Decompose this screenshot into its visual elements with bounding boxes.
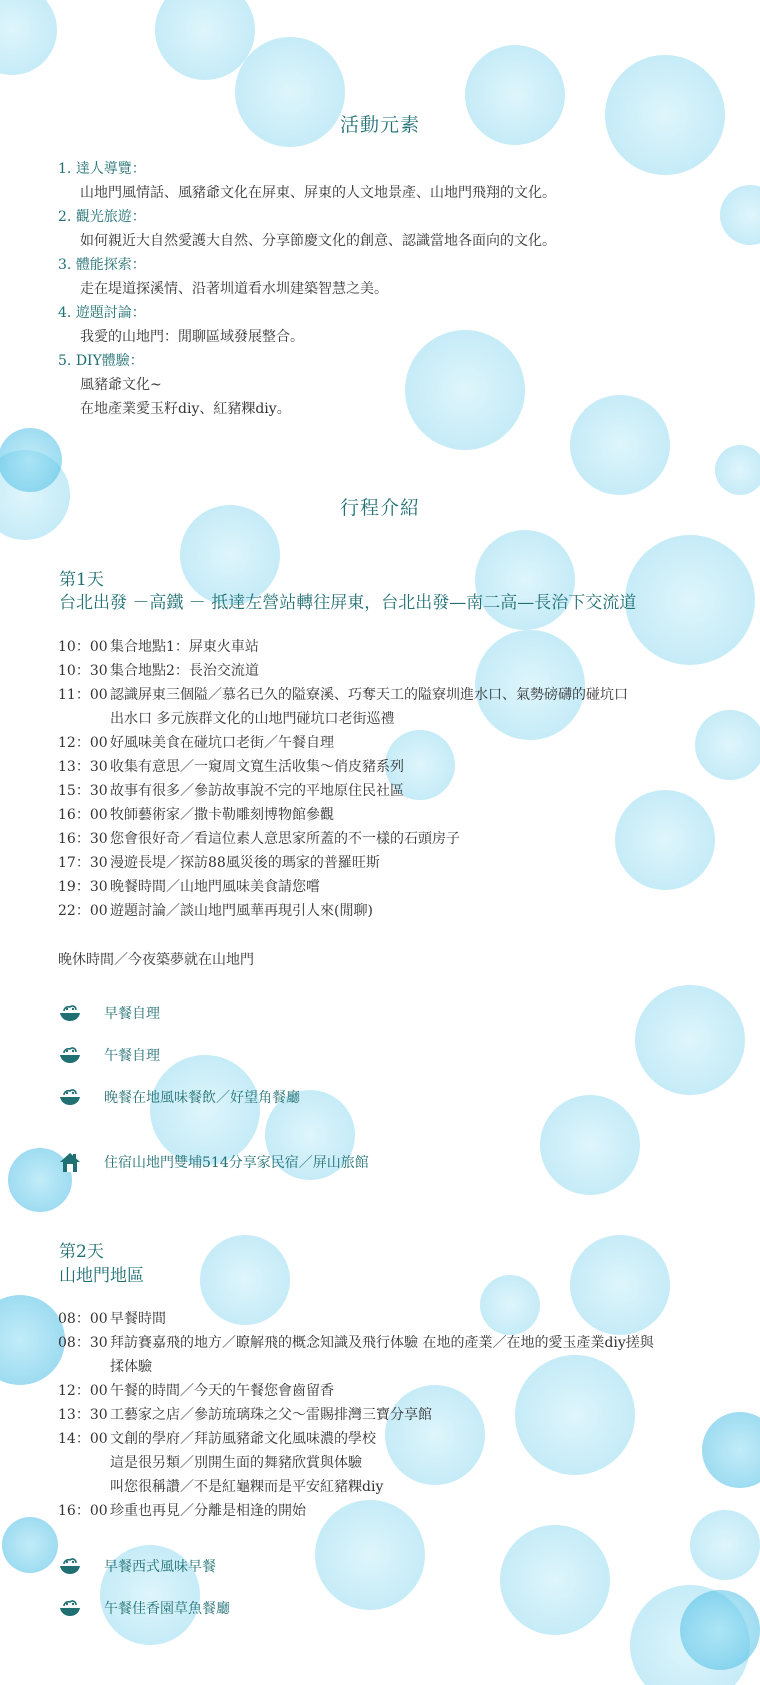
schedule-item [58, 1331, 654, 1379]
schedule-text: 工藝家之店／參訪琉璃珠之父～雷賜排灣三寶分享館 [110, 1407, 432, 1423]
element-desc: 在地產業愛玉籽diy、紅豬粿diy。 [80, 401, 291, 417]
day1-lodging [58, 1151, 369, 1173]
element-title: 體能探索： [75, 257, 146, 273]
schedule-item [58, 779, 628, 803]
schedule-time: 10：00 [58, 639, 108, 655]
schedule-text: 收集有意思／一窺周文寬生活收集～俏皮豬系列 [110, 759, 404, 775]
element-desc: 走在堤道探溪情、沿著圳道看水圳建築智慧之美。 [80, 281, 388, 297]
schedule-time: 17：30 [58, 855, 108, 871]
bowl-icon [58, 1557, 82, 1575]
schedule-time: 19：30 [58, 879, 108, 895]
bowl-icon [58, 1599, 82, 1617]
day2-route: 山地門地區 [59, 1266, 144, 1286]
schedule-item [58, 827, 628, 851]
schedule-item [58, 731, 628, 755]
schedule-text: 午餐的時間／今天的午餐您會齒留香 [110, 1383, 334, 1399]
element-number: 2. [58, 209, 72, 225]
schedule-time: 11：00 [58, 687, 108, 703]
schedule-text: 故事有很多／參訪故事說不完的平地原住民社區 [110, 783, 404, 799]
day1-meal-dinner [58, 1086, 300, 1108]
schedule-time: 08：30 [58, 1335, 108, 1351]
schedule-item [58, 851, 628, 875]
element-item [58, 253, 556, 301]
schedule-text: 漫遊長堤／探訪88風災後的瑪家的普羅旺斯 [110, 855, 380, 871]
schedule-time: 13：30 [58, 1407, 108, 1423]
day1-meal-lunch [58, 1044, 160, 1066]
schedule-text: 牧師藝術家／撒卡勒雕刻博物館參觀 [110, 807, 334, 823]
schedule-text: 早餐時間 [110, 1311, 166, 1327]
element-item [58, 349, 556, 421]
element-number: 4. [58, 305, 72, 321]
schedule-text: 好風味美食在碰坑口老街／午餐自理 [110, 735, 334, 751]
element-title: 遊題討論： [75, 305, 146, 321]
schedule-item [58, 659, 628, 683]
element-title: DIY體驗： [75, 353, 144, 369]
schedule-continuation: 叫您很稱讚／不是紅龜粿而是平安紅豬粿diy [110, 1479, 384, 1495]
schedule-item [58, 1499, 654, 1523]
schedule-time: 13：30 [58, 759, 108, 775]
schedule-continuation: 這是很另類／別開生面的舞豬欣賞與体驗 [110, 1455, 362, 1471]
schedule-item [58, 875, 628, 899]
schedule-item [58, 1403, 654, 1427]
meal-text: 午餐佳香園草魚餐廳 [104, 1601, 230, 1617]
schedule-text: 遊題討論／談山地門風華再現引人來(閒聊) [110, 903, 373, 919]
meal-text: 早餐自理 [104, 1006, 160, 1022]
element-desc: 我愛的山地門：閒聊區域發展整合。 [80, 329, 304, 345]
schedule-text: 晚餐時間／山地門風味美食請您嚐 [110, 879, 320, 895]
schedule-text: 集合地點1：屏東火車站 [110, 639, 259, 655]
bowl-icon [58, 1004, 82, 1022]
elements-title: 活動元素 [339, 114, 420, 136]
element-number: 5. [58, 353, 72, 369]
schedule-text: 拜訪賽嘉飛的地方／瞭解飛的概念知識及飛行体驗 在地的產業／在地的愛玉產業diy搓與 [110, 1335, 654, 1351]
day2-schedule [58, 1307, 654, 1523]
schedule-time: 14：00 [58, 1431, 108, 1447]
bowl-icon [58, 1046, 82, 1064]
element-desc: 風豬爺文化~ [80, 377, 162, 393]
element-desc: 如何親近大自然愛護大自然、分享節慶文化的創意、認識當地各面向的文化。 [80, 233, 556, 249]
schedule-item [58, 899, 628, 923]
day2-meal-lunch [58, 1597, 230, 1619]
itinerary-title: 行程介紹 [339, 497, 420, 519]
element-item [58, 157, 556, 205]
meal-text: 晚餐在地風味餐飲／好望角餐廳 [104, 1090, 300, 1106]
element-number: 3. [58, 257, 72, 273]
day1-schedule [58, 635, 628, 923]
bowl-icon [58, 1088, 82, 1106]
day2-label: 第2天 [59, 1242, 104, 1262]
schedule-item [58, 683, 628, 731]
schedule-text: 認識屏東三個隘／慕名已久的隘寮溪、巧奪天工的隘寮圳進水口、氣勢磅礴的碰坑口 [110, 687, 628, 703]
schedule-time: 10：30 [58, 663, 108, 679]
meal-text: 午餐自理 [104, 1048, 160, 1064]
element-item [58, 301, 556, 349]
schedule-item [58, 755, 628, 779]
schedule-time: 12：00 [58, 735, 108, 751]
schedule-item [58, 1379, 654, 1403]
schedule-text: 珍重也再見／分離是相逢的開始 [110, 1503, 306, 1519]
schedule-item [58, 803, 628, 827]
schedule-time: 22：00 [58, 903, 108, 919]
schedule-text: 文創的學府／拜訪風豬爺文化風味濃的學校 [110, 1431, 376, 1447]
schedule-text: 集合地點2：長治交流道 [110, 663, 259, 679]
schedule-item [58, 1427, 654, 1499]
element-item [58, 205, 556, 253]
schedule-item [58, 635, 628, 659]
schedule-time: 08：00 [58, 1311, 108, 1327]
schedule-time: 12：00 [58, 1383, 108, 1399]
element-title: 達人導覽： [75, 161, 146, 177]
meal-text: 早餐西式風味早餐 [104, 1559, 216, 1575]
schedule-continuation: 揉体驗 [110, 1359, 152, 1375]
schedule-continuation: 出水口 多元族群文化的山地門碰坑口老街巡禮 [110, 711, 395, 727]
house-icon [58, 1150, 82, 1174]
schedule-time: 16：00 [58, 1503, 108, 1519]
day1-label: 第1天 [59, 570, 104, 590]
element-number: 1. [58, 161, 72, 177]
day1-night: 晚休時間／今夜築夢就在山地門 [58, 952, 254, 968]
element-desc: 山地門風情話、風豬爺文化在屏東、屏東的人文地景產、山地門飛翔的文化。 [80, 185, 556, 201]
elements-list [58, 157, 556, 421]
schedule-time: 16：00 [58, 807, 108, 823]
day1-route: 台北出發 －高鐵 － 抵達左營站轉往屏東，台北出發—南二高—長治下交流道 [59, 593, 637, 613]
schedule-item [58, 1307, 654, 1331]
lodging-text: 住宿山地門雙埔514分享家民宿／屏山旅館 [104, 1155, 369, 1171]
schedule-time: 16：30 [58, 831, 108, 847]
schedule-time: 15：30 [58, 783, 108, 799]
day2-meal-breakfast [58, 1555, 216, 1577]
day1-meal-breakfast [58, 1002, 160, 1024]
element-title: 觀光旅遊： [75, 209, 146, 225]
schedule-text: 您會很好奇／看這位素人意思家所蓋的不一樣的石頭房子 [110, 831, 460, 847]
